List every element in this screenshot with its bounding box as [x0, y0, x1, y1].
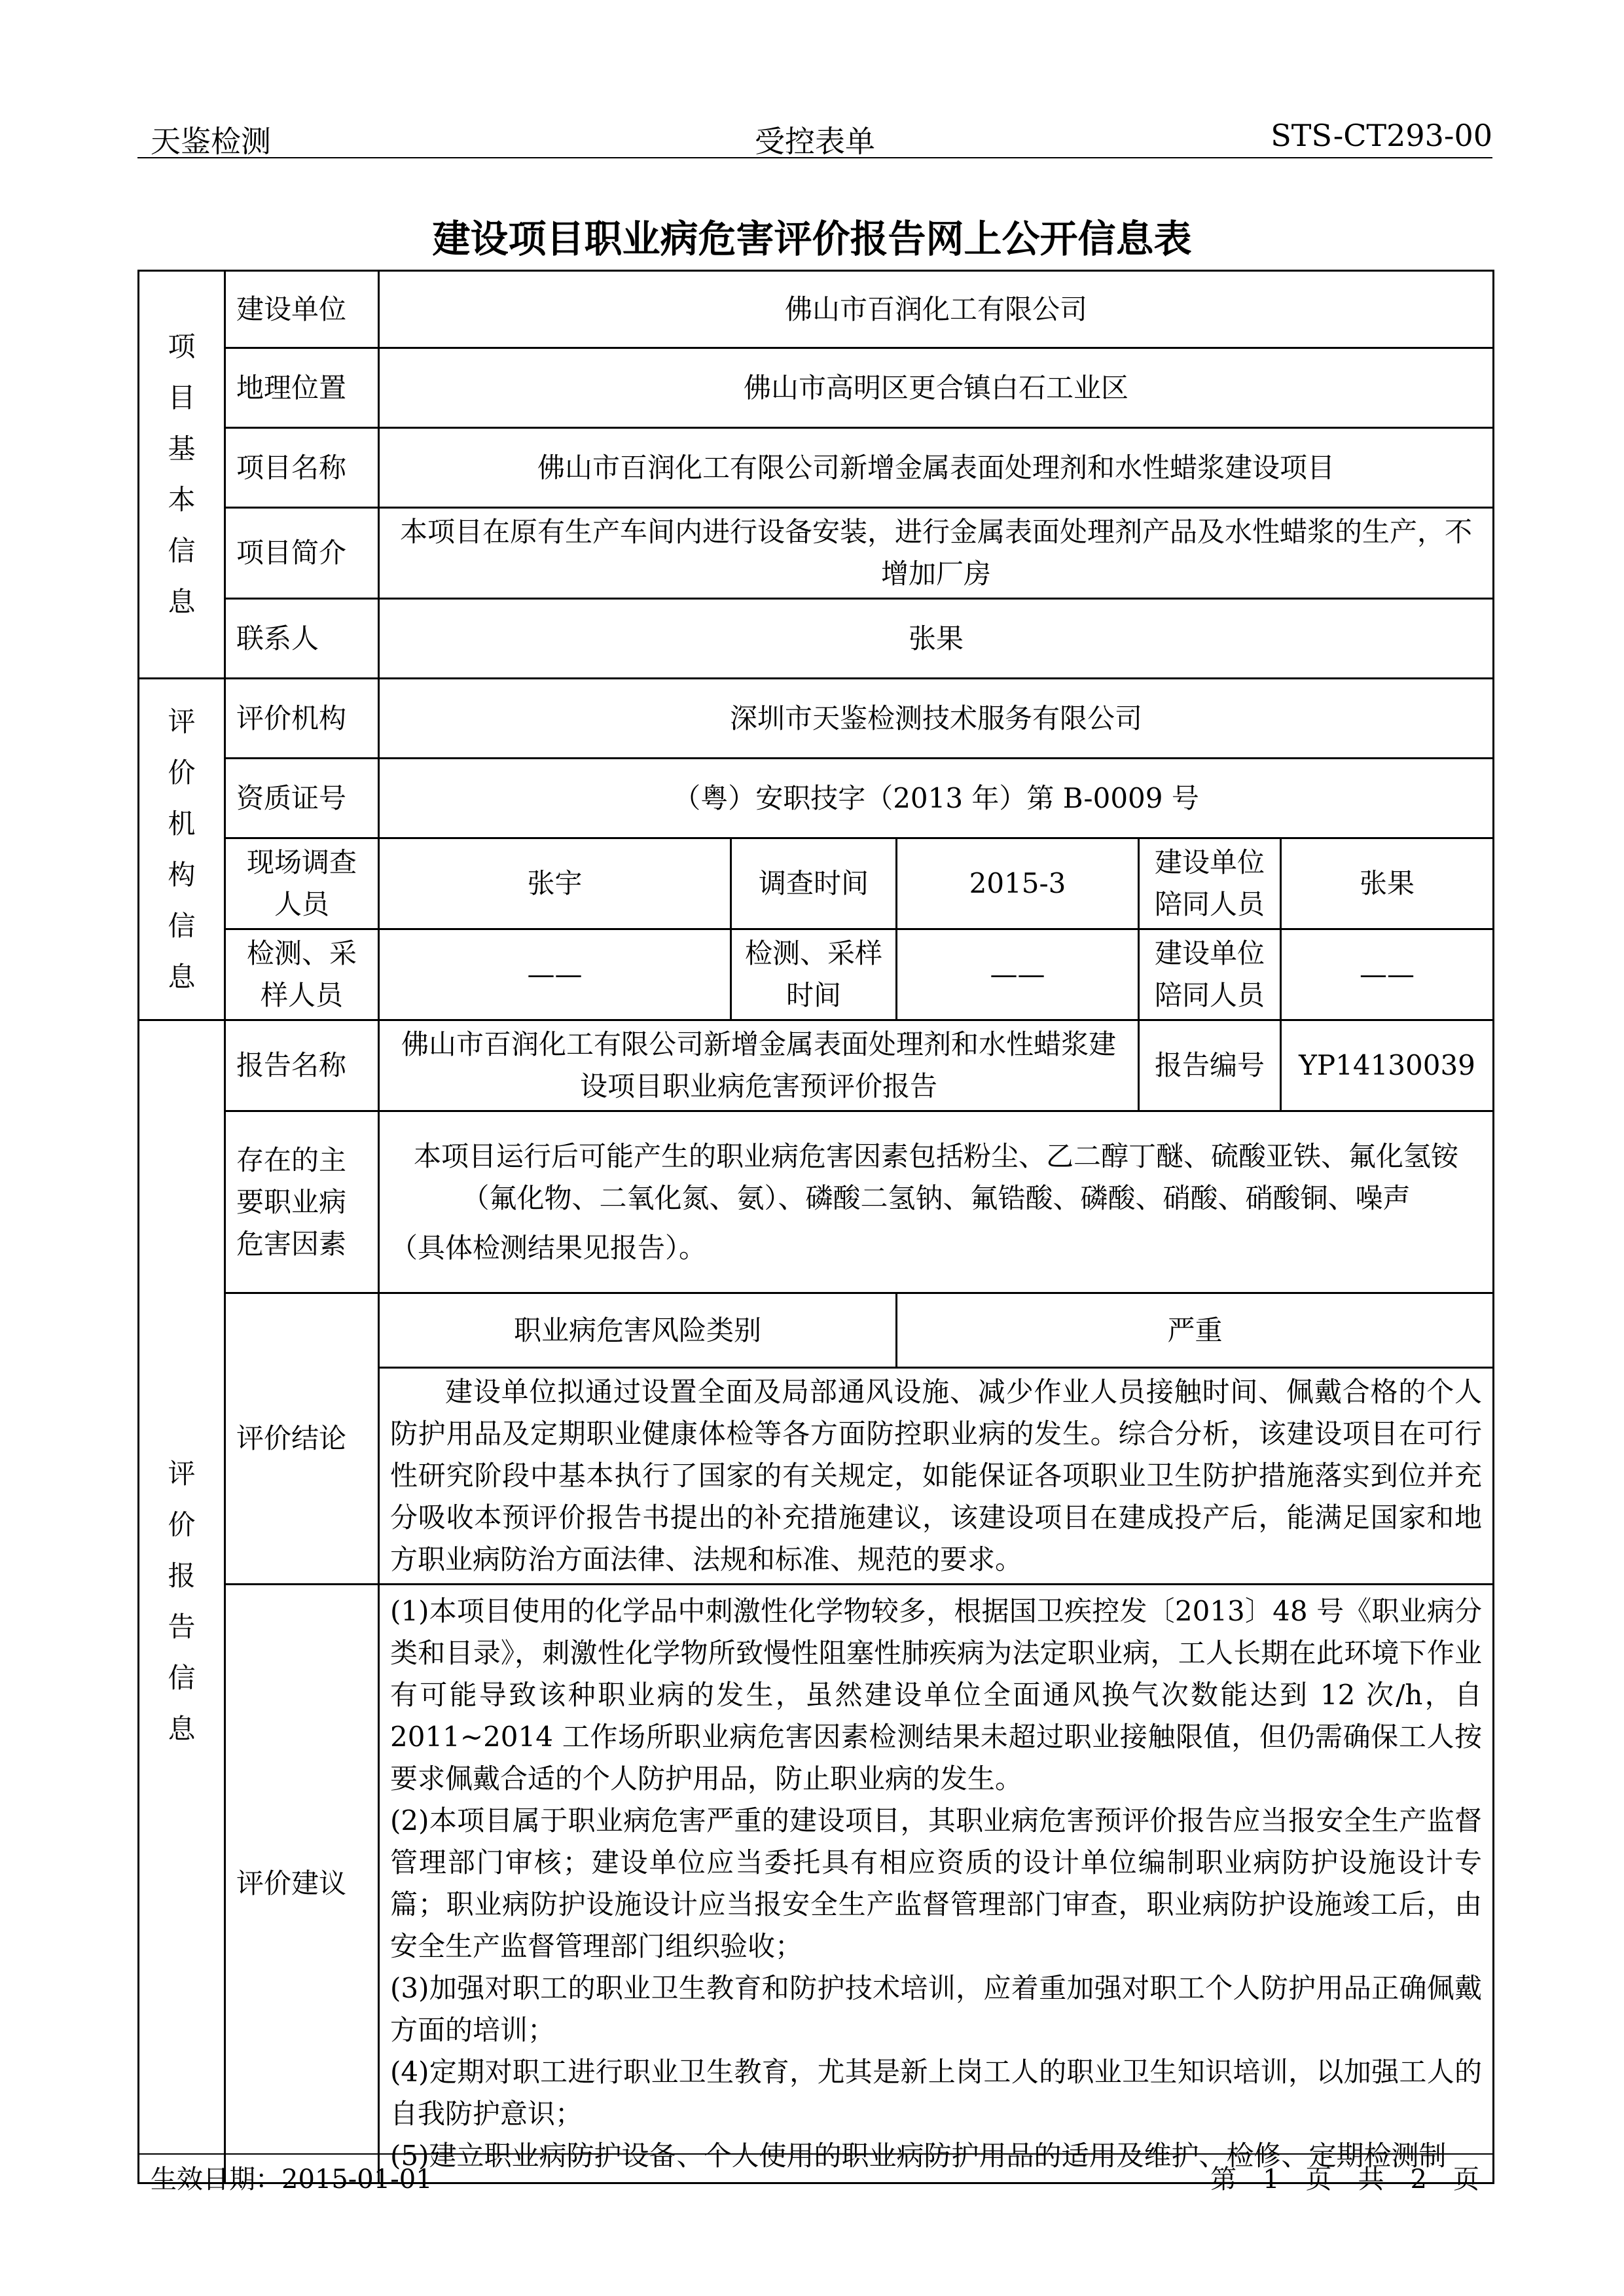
field-label: 调查时间 [731, 838, 897, 929]
field-label: 评价结论 [225, 1293, 379, 1585]
field-value: 佛山市百润化工有限公司新增金属表面处理剂和水性蜡浆建设项目 [379, 428, 1494, 508]
field-value: 严重 [897, 1293, 1494, 1368]
conclusion-text: 建设单位拟通过设置全面及局部通风设施、减少作业人员接触时间、佩戴合格的个人防护用品及定期职业健康体检等各方面防控职业病的发生。综合分析，该建设项目在可行性研究阶段中基本执行了国家的有关规定，如能保证各项职业卫生防护措施落实到位并充分吸收本预评价报告书提出的补充措施建议，该建设项目在建成投产后，能满足国家和地方职业病防治方面法律、法规和标准、规范的要求。 [379, 1368, 1494, 1585]
page-title: 建设项目职业病危害评价报告网上公开信息表 [432, 217, 1192, 261]
section-project-basic: 项 目 基 本 信 息 [139, 271, 225, 679]
field-value: 佛山市高明区更合镇白石工业区 [379, 348, 1494, 428]
field-value: 深圳市天鉴检测技术服务有限公司 [379, 679, 1494, 759]
field-label: 检测、采样人员 [225, 929, 379, 1020]
effective-date: 生效日期：2015-01-01 [151, 2164, 433, 2195]
field-label: 建设单位陪同人员 [1139, 929, 1281, 1020]
field-label: 项目名称 [225, 428, 379, 508]
field-value: 2015-3 [897, 838, 1139, 929]
field-label: 建设单位陪同人员 [1139, 838, 1281, 929]
field-value: （粤）安职技字（2013 年）第 B-0009 号 [379, 759, 1494, 838]
field-label: 项目简介 [225, 508, 379, 599]
field-label: 存在的主要职业病危害因素 [225, 1111, 379, 1293]
field-value: —— [379, 929, 731, 1020]
header-center: 受控表单 [755, 124, 875, 159]
info-table [137, 270, 1494, 2184]
field-value: 本项目在原有生产车间内进行设备安装，进行金属表面处理剂产品及水性蜡浆的生产，不增加厂房 [379, 508, 1494, 599]
field-label: 职业病危害风险类别 [379, 1293, 897, 1368]
field-value: 张果 [379, 599, 1494, 679]
field-label: 现场调查人员 [225, 838, 379, 929]
field-value: 佛山市百润化工有限公司 [379, 271, 1494, 348]
field-value: 本项目运行后可能产生的职业病危害因素包括粉尘、乙二醇丁醚、硫酸亚铁、氟化氢铵（氟化物、二氧化氮、氨）、磷酸二氢钠、氟锆酸、磷酸、硝酸、硝酸铜、噪声 （具体检测结果见报告）。 [379, 1111, 1494, 1293]
page-number: 第 1 页 共 2 页 [1210, 2164, 1479, 2195]
field-label: 资质证号 [225, 759, 379, 838]
field-value: —— [897, 929, 1139, 1020]
field-value: —— [1281, 929, 1494, 1020]
section-evaluator: 评 价 机 构 信 息 [139, 679, 225, 1020]
field-label: 地理位置 [225, 348, 379, 428]
header-left: 天鉴检测 [151, 124, 271, 159]
field-label: 建设单位 [225, 271, 379, 348]
page-footer [137, 2153, 1492, 2195]
section-report: 评 价 报 告 信 息 [139, 1020, 225, 2183]
field-value: 张宇 [379, 838, 731, 929]
field-value: 张果 [1281, 838, 1494, 929]
field-label: 联系人 [225, 599, 379, 679]
field-value: 佛山市百润化工有限公司新增金属表面处理剂和水性蜡浆建设项目职业病危害预评价报告 [379, 1020, 1139, 1111]
field-label: 评价机构 [225, 679, 379, 759]
field-value: YP14130039 [1281, 1020, 1494, 1111]
field-label: 评价建议 [225, 1585, 379, 2183]
field-label: 检测、采样时间 [731, 929, 897, 1020]
field-label: 报告编号 [1139, 1020, 1281, 1111]
header-right: STS-CT293-00 [1271, 118, 1492, 153]
advice-text: (1)本项目使用的化学品中刺激性化学物较多，根据国卫疾控发〔2013〕48 号《职业病分类和目录》，刺激性化学物所致慢性阻塞性肺疾病为法定职业病，工人长期在此环境下作业有可能导致该种职业病的发生，虽然建设单位全面通风换气次数能达到 12 次/h，自 2011~2014 工作场所职业病危害因素检测结果未超过职业接触限值，但仍需确保工人按要求佩戴合适的个人防护用品，防止职业病的发生。 (2)本项目属于职业病危害严重的建设项目，其职业病危害预评价报告应当报安全生产监督管理部门审核；建设单位应当委托具有相应资质的设计单位编制职业病防护设施设计专篇；职业病防护设施设计应当报安全生产监督管理部门审查，职业病防护设施竣工后，由安全生产监督管理部门组织验收； (3)加强对职工的职业卫生教育和防护技术培训，应着重加强对职工个人防护用品正确佩戴方面的培训； (4)定期对职工进行职业卫生教育，尤其是新上岗工人的职业卫生知识培训，以加强工人的自我防护意识； (5)建立职业病防护设备、个人使用的职业病防护用品的适用及维护、检修、定期检测制 [379, 1585, 1494, 2183]
page-header [137, 111, 1492, 158]
field-label: 报告名称 [225, 1020, 379, 1111]
